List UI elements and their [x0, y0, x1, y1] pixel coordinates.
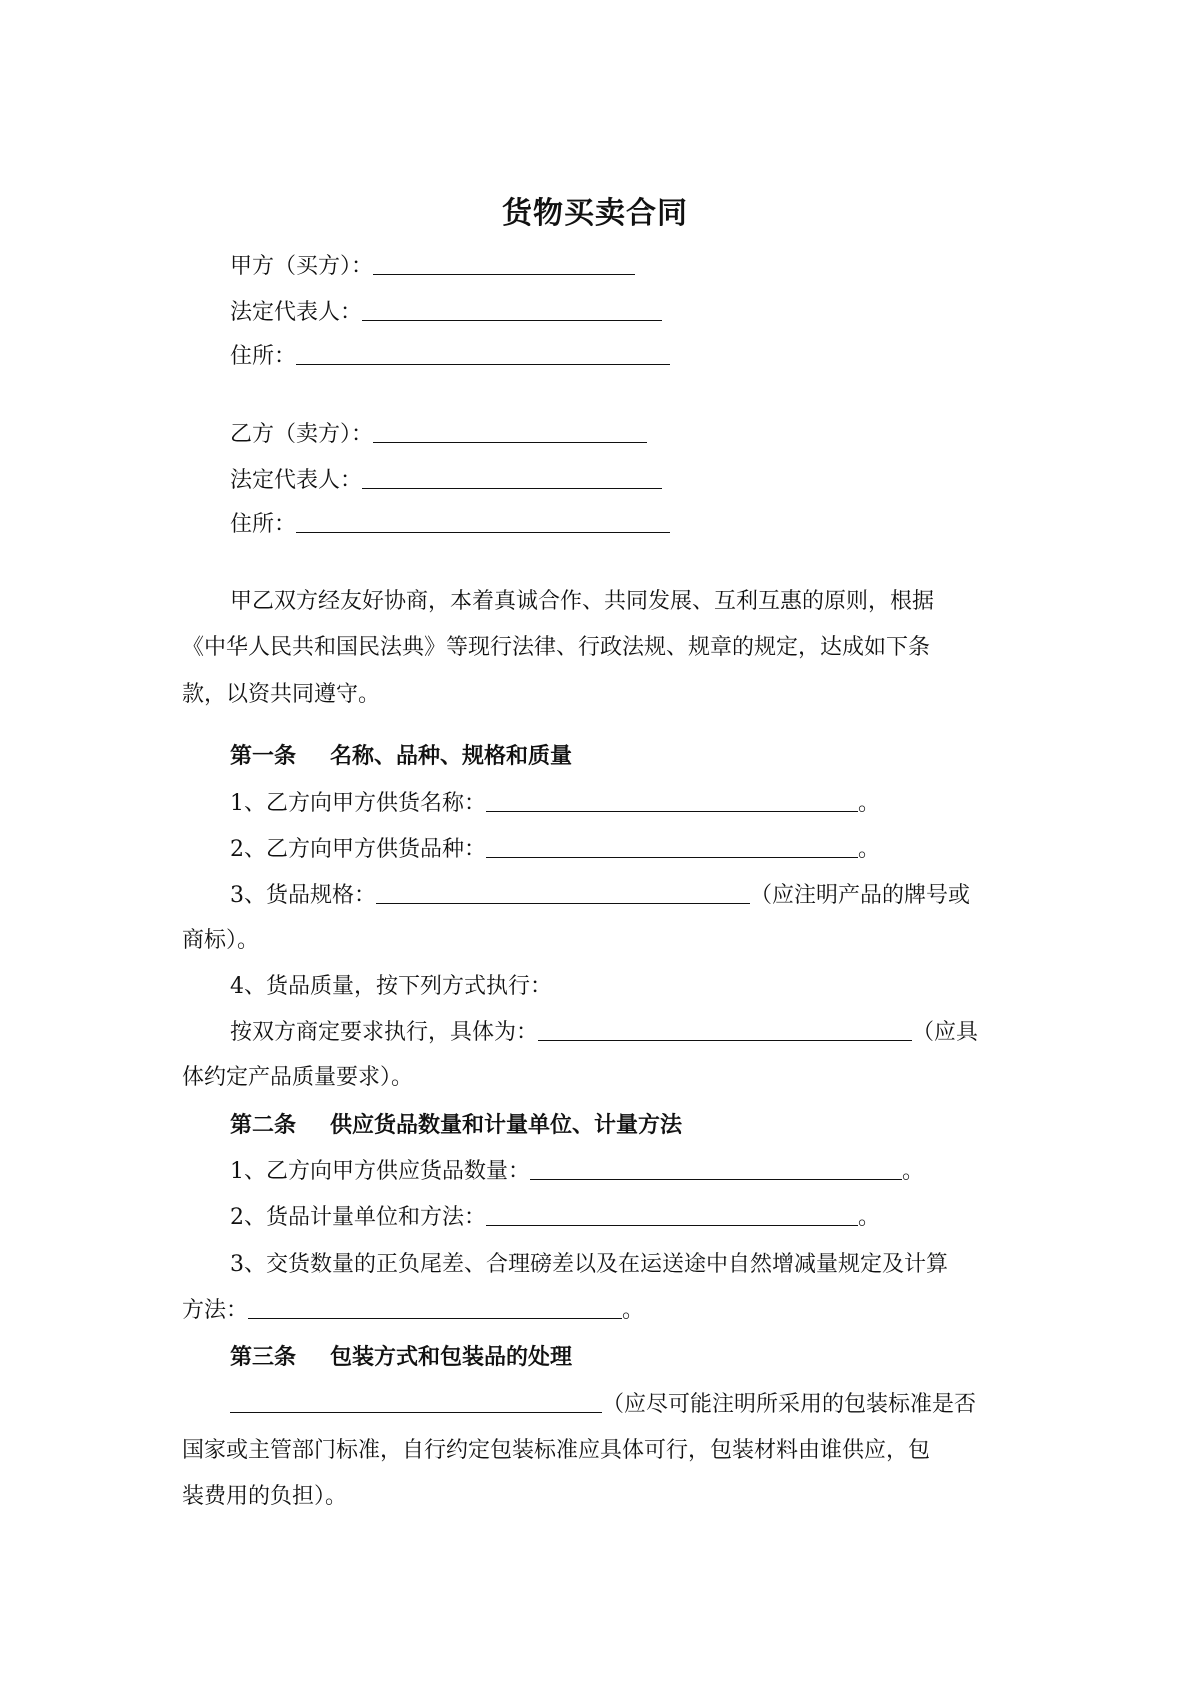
article-2-item-3-cont-label: 方法： — [182, 1298, 249, 1323]
article-3-heading — [230, 1343, 572, 1373]
article-1-item-1 — [230, 789, 880, 819]
article-1-title: 名称、品种、规格和质量 — [330, 744, 573, 769]
article-2-item-2-label: 2、货品计量单位和方法： — [230, 1205, 486, 1230]
period: 。 — [858, 791, 881, 816]
party-a-rep-blank[interactable] — [362, 298, 662, 321]
article-1-item-4-detail-note: （应具 — [912, 1020, 979, 1045]
article-2-heading — [230, 1111, 682, 1141]
party-b-address-label: 住所： — [230, 512, 297, 537]
article-3-line-1 — [230, 1390, 976, 1420]
article-2-item-1 — [230, 1157, 924, 1187]
preamble-line-1: 甲乙双方经友好协商，本着真诚合作、共同发展、互利互惠的原则，根据 — [230, 589, 935, 614]
article-1-item-1-label: 1、乙方向甲方供货名称： — [230, 791, 486, 816]
article-1-heading — [230, 742, 572, 772]
party-b-rep-line — [230, 466, 662, 496]
article-3-line-3: 装费用的负担）。 — [182, 1484, 348, 1509]
party-a-rep-line — [230, 298, 662, 328]
party-b-name-blank[interactable] — [373, 420, 647, 443]
party-a-address-blank[interactable] — [296, 342, 670, 365]
measurement-blank[interactable] — [486, 1203, 858, 1226]
article-2-item-1-label: 1、乙方向甲方供应货品数量： — [230, 1159, 530, 1184]
party-b-rep-blank[interactable] — [362, 466, 662, 489]
period: 。 — [902, 1159, 925, 1184]
article-2-title: 供应货品数量和计量单位、计量方法 — [330, 1113, 683, 1138]
spec-blank[interactable] — [376, 881, 750, 904]
party-a-rep-label: 法定代表人： — [230, 300, 363, 325]
article-1-item-3-cont: 商标）。 — [182, 928, 260, 953]
article-3-title: 包装方式和包装品的处理 — [330, 1345, 573, 1370]
preamble-line-2: 《中华人民共和国民法典》等现行法律、行政法规、规章的规定，达成如下条 — [182, 635, 931, 660]
party-a-address-label: 住所： — [230, 344, 297, 369]
article-3-line-1-note: （应尽可能注明所采用的包装标准是否 — [602, 1392, 977, 1417]
article-1-item-4-detail — [230, 1018, 978, 1048]
party-a-address-line — [230, 342, 670, 372]
party-b-address-line — [230, 510, 670, 540]
party-a-name-label: 甲方（买方）： — [230, 254, 374, 279]
period: 。 — [858, 1205, 881, 1230]
party-a-name-line — [230, 252, 635, 282]
document-title: 货物买卖合同 — [502, 196, 688, 231]
party-a-name-blank[interactable] — [373, 252, 635, 275]
article-3-number: 第三条 — [230, 1345, 297, 1370]
supply-name-blank[interactable] — [486, 789, 858, 812]
supply-variety-blank[interactable] — [486, 835, 858, 858]
quality-blank[interactable] — [538, 1018, 912, 1041]
article-1-item-3-label: 3、货品规格： — [230, 883, 376, 908]
article-3-line-2: 国家或主管部门标准，自行约定包装标准应具体可行，包装材料由谁供应，包 — [182, 1438, 931, 1463]
article-1-item-2 — [230, 835, 880, 865]
quantity-blank[interactable] — [530, 1157, 902, 1180]
party-b-rep-label: 法定代表人： — [230, 468, 363, 493]
party-b-address-blank[interactable] — [296, 510, 670, 533]
article-1-number: 第一条 — [230, 744, 297, 769]
article-2-number: 第二条 — [230, 1113, 297, 1138]
article-2-item-3-cont — [182, 1296, 644, 1326]
party-b-name-label: 乙方（卖方）： — [230, 422, 374, 447]
article-2-item-3: 3、交货数量的正负尾差、合理磅差以及在运送途中自然增减量规定及计算 — [230, 1252, 948, 1277]
period: 。 — [858, 837, 881, 862]
article-2-item-2 — [230, 1203, 880, 1233]
article-1-item-4: 4、货品质量，按下列方式执行： — [230, 974, 552, 999]
period: 。 — [622, 1298, 645, 1323]
party-b-name-line — [230, 420, 647, 450]
article-1-item-3-note: （应注明产品的牌号或 — [750, 883, 971, 908]
article-1-item-4-detail-label: 按双方商定要求执行，具体为： — [230, 1020, 539, 1045]
preamble-line-3: 款，以资共同遵守。 — [182, 682, 381, 707]
packaging-blank[interactable] — [230, 1390, 602, 1413]
article-1-item-4-cont: 体约定产品质量要求）。 — [182, 1065, 414, 1090]
article-1-item-2-label: 2、乙方向甲方供货品种： — [230, 837, 486, 862]
article-1-item-3 — [230, 881, 970, 911]
calculation-blank[interactable] — [248, 1296, 622, 1319]
